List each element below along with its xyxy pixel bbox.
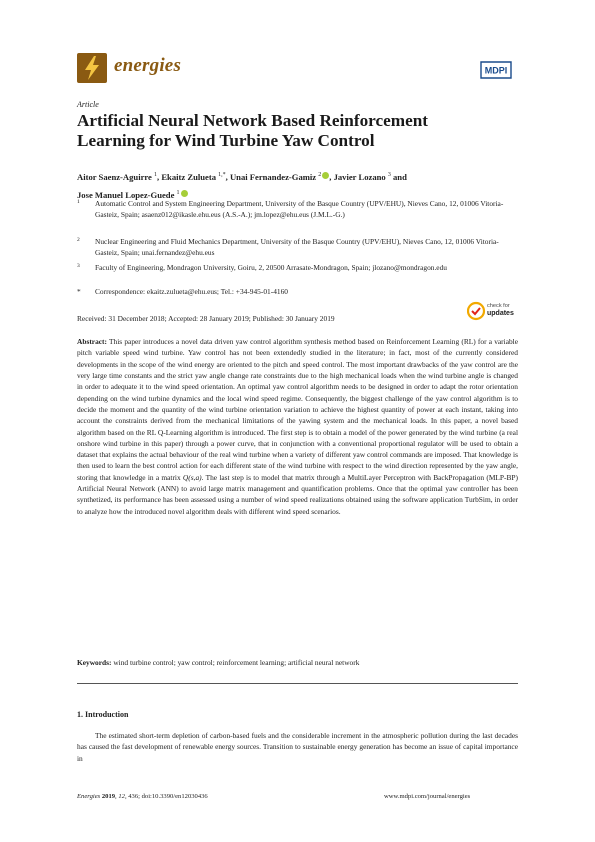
abstract: [77, 336, 518, 517]
author-name: Aitor Saenz-Aguirre: [77, 171, 152, 182]
author-list: Aitor Saenz-Aguirre $^1$, Ekaitz Zulueta $^{1,*}$, Unai Fernandez-Gamiz $^2$ , Javier Lozano $^3$ and Jose Manuel Lopez-Guede $^1$: [77, 171, 407, 200]
author-sup: 1: [154, 172, 158, 178]
article-type: Article: [77, 100, 99, 109]
abstract-text: This paper introduces a novel data driven yaw control algorithm synthesis method based on Reinforcement Learning (RL) for a variable pitch variable speed wind turbine. Yaw control has not been extendedly studied in the literature; in fact, most of the currently considered developments in the scope of the wind energy are oriented to the pitch and speed control. The most important drawbacks of the yaw control are the very large time constants and the strict yaw angle change rate constraints due to the high mechanical loads when the wind turbine angle is changed in order to adequate it to the wind speed orientation. An optimal yaw control algorithm needs to be designed in order to adapt the rotor orientation depending on the wind turbine dynamics and the local wind speed regime. Consequently, the biggest challenge of the yaw control algorithm is to decide the moment and the quantity of the wind turbine orientation variation to achieve the highest quantity of power at each instant, taking into account the constraints derived from the mechanical limitations of the yawing system and the mechanical loads. In this paper, a novel based algorithm based on the RL Q-Learning algorithm is introduced. The first step is to obtain a model of the power generated by the wind turbine (a real onshore wind turbine in this paper) through a power curve, that in conjunction with a conventional proportional regulator will be used to obtain a dataset that explains the actual behaviour of the real wind turbine when a variety of different yaw control commands are imposed. That knowledge is then used to learn the best control action for each different state of the wind turbine with respect to the wind direction represented by the yaw angle, storing that knowledge in a matrix: [77, 337, 518, 482]
orcid-icon[interactable]: [181, 190, 188, 197]
publication-dates: Received: 31 December 2018; Accepted: 28 January 2019; Published: 30 January 2019: [77, 314, 335, 323]
mdpi-logo-icon: [477, 60, 515, 80]
author-name: Jose Manuel Lopez-Guede: [77, 189, 175, 200]
abstract-math: Q(s,a): [182, 472, 202, 482]
footer-url[interactable]: www.mdpi.com/journal/energies: [384, 793, 471, 800]
check-updates-line2: updates: [487, 310, 514, 317]
keywords-text: wind turbine control; yaw control; reinforcement learning; artificial neural network: [111, 658, 360, 667]
mdpi-logo[interactable]: [477, 60, 515, 80]
orcid-icon[interactable]: [322, 172, 329, 179]
author-sup: 1: [176, 189, 180, 196]
footer-doi: , 436; doi:10.3390/en12030436: [124, 793, 208, 800]
abstract-text-cont: . The last step is to model that matrix through a MultiLayer Perceptron with BackPropagation (MLP-BP) Artificial Neural Network (ANN) to avoid large matrix management and quantification problems. Once that the optimal yaw controller has been synthetized, its performance has been assessed using a number of wind speed realizations obtained using the software application TurbSim, in order to analyze how the introduced novel algorithm deals with different wind speed scenarios.: [77, 472, 518, 516]
keywords-label: Keywords:: [77, 658, 112, 667]
abstract-label: Abstract:: [77, 337, 107, 346]
paper-title: Artificial Neural Network Based Reinforcement Learning for Wind Turbine Yaw Control: [77, 111, 428, 150]
author-name: Unai Fernandez-Gamiz: [229, 171, 317, 182]
author-name: Javier Lozano: [333, 171, 386, 182]
footer-journal: Energies: [77, 793, 101, 800]
section-title: 1. Introduction: [77, 710, 129, 719]
footer-year: 2019: [101, 793, 116, 800]
author-name: Ekaitz Zulueta: [161, 171, 216, 182]
affiliation: 1 Automatic Control and System Engineering Department, University of the Basque Country (UPV/EHU), Nieves Cano, 12, 01006 Vitoria-Gasteiz, Spain; asaenz012@ikasle.ehu.eus (A.S.-A.); jm.lopez@ehu.eus (J.M.L.-G.): [77, 199, 504, 220]
affiliation: 2 Nuclear Engineering and Fluid Mechanics Department, University of the Basque Country (UPV/EHU), Nieves Cano, 12, 01006 Vitoria-Gasteiz, Spain; unai.fernandez@ehu.eus: [77, 237, 499, 258]
footer-volume: 12: [118, 793, 125, 800]
affiliation: 3 Faculty of Engineering, Mondragon University, Goiru, 2, 20500 Arrasate-Mondragon, Spain; jlozano@mondragon.edu: [77, 263, 447, 272]
lightning-icon: [77, 53, 107, 83]
svg-text:MDPI: MDPI: [484, 65, 508, 76]
check-updates-line1: check for: [487, 303, 510, 309]
section-divider: [77, 683, 518, 684]
keywords: [77, 657, 518, 668]
section-text: The estimated short-term depletion of carbon-based fuels and the considerable increment in the atmospheric pollution during the last decades has caused the fast development of renewable energy sources. Transition to sustainable energy generation has become an issue of capital importance in: [77, 731, 518, 763]
author-sup: 1,*: [218, 172, 226, 178]
author-sup: 2: [318, 172, 322, 178]
journal-name[interactable]: energies: [114, 55, 182, 76]
check-updates-badge[interactable]: [467, 300, 519, 322]
journal-logo: [77, 53, 107, 83]
correspondence: * Correspondence: ekaitz.zulueta@ehu.eus; Tel.: +34-945-01-4160: [77, 287, 288, 296]
author-sup: 3: [387, 172, 391, 178]
footer-citation: Energies 2019, 12, 436; doi:10.3390/en12030436: [77, 793, 208, 800]
